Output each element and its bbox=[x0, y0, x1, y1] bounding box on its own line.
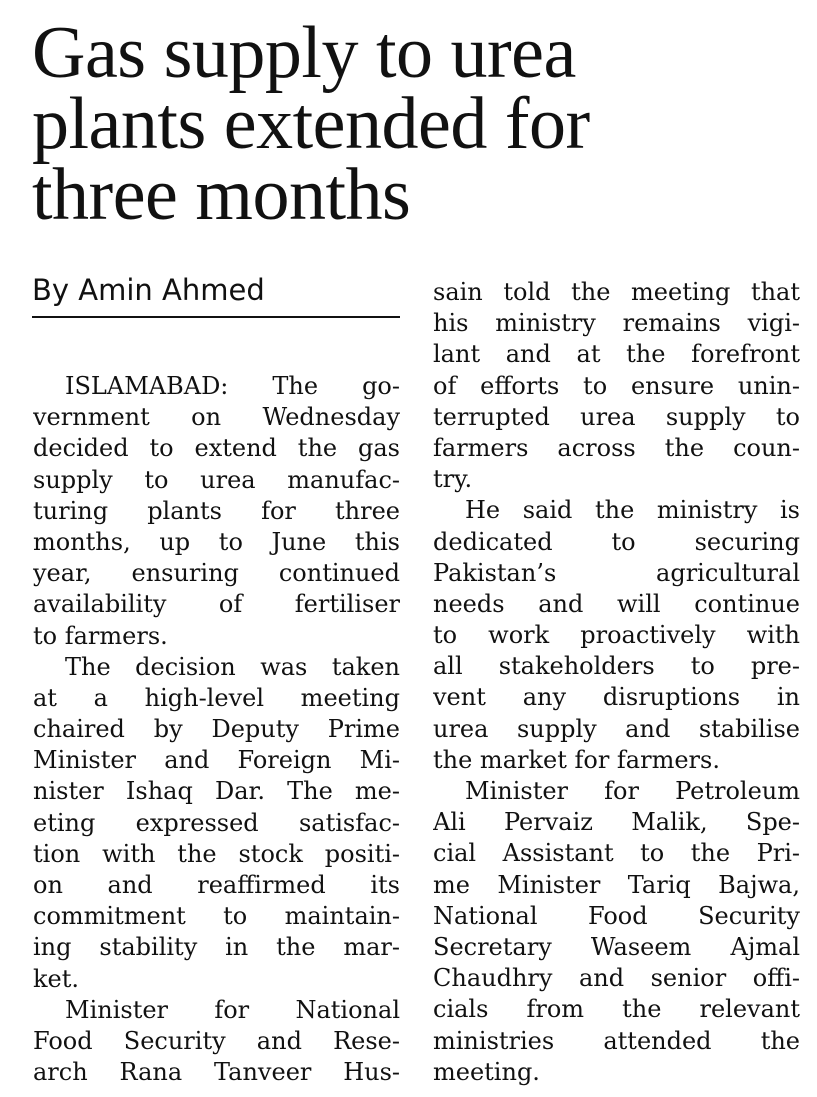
article-text-line: to farmers. bbox=[33, 621, 168, 650]
article-text-line: months, up to June this bbox=[33, 527, 400, 556]
article-text-line: cial Assistant to the Pri- bbox=[433, 839, 800, 868]
headline-line-2: plants extended for bbox=[32, 83, 590, 165]
article-text-line: me Minister Tariq Bajwa, bbox=[433, 870, 800, 899]
article-text-line: on and reaffirmed its bbox=[33, 871, 400, 899]
article-text-line: Minister for Petroleum bbox=[465, 777, 800, 805]
article-text-line: availability of fertiliser bbox=[33, 590, 400, 619]
article-text-line: needs and will continue bbox=[433, 589, 800, 618]
article-text-line: dedicated to securing bbox=[433, 527, 800, 556]
byline: By Amin Ahmed bbox=[32, 270, 400, 318]
article-text-line: farmers across the coun- bbox=[433, 433, 800, 462]
article-text-line: arch Rana Tanveer Hus- bbox=[33, 1058, 400, 1087]
article-text-line: ISLAMABAD: The go- bbox=[65, 372, 400, 400]
article-text-line: ket. bbox=[33, 964, 80, 993]
article-text-line: Ali Pervaiz Malik, Spe- bbox=[433, 808, 800, 837]
article-text-line: National Food Security bbox=[433, 901, 800, 930]
article-text-line: sain told the meeting that bbox=[433, 278, 800, 306]
article-text-line: Secretary Waseem Ajmal bbox=[433, 932, 800, 961]
article-text-line: at a high-level meeting bbox=[33, 683, 400, 712]
article-text-line: tion with the stock positi- bbox=[33, 839, 400, 868]
article-text-line: ministries attended the bbox=[433, 1026, 800, 1055]
article-column-right bbox=[433, 277, 800, 1088]
article-text-line: try. bbox=[433, 465, 473, 494]
article-text-line: Chaudhry and senior offi- bbox=[433, 964, 800, 993]
article-text-line: urea supply and stabilise bbox=[433, 714, 800, 743]
article-text-line: of efforts to ensure unin- bbox=[433, 371, 800, 400]
article-text-line: The decision was taken bbox=[65, 652, 400, 681]
article-text-line: vent any disruptions in bbox=[433, 683, 800, 712]
article-text-line: Minister and Foreign Mi- bbox=[33, 746, 400, 775]
article-text-line: the market for farmers. bbox=[433, 745, 720, 774]
article-text-line: He said the ministry is bbox=[465, 496, 800, 525]
article-text-line: terrupted urea supply to bbox=[433, 402, 800, 431]
article-text-line: nister Ishaq Dar. The me- bbox=[33, 777, 400, 806]
article-text-line: commitment to maintain- bbox=[33, 902, 400, 931]
article-text-line: cials from the relevant bbox=[433, 995, 800, 1024]
article-column-left bbox=[33, 371, 400, 1088]
article-text-line: turing plants for three bbox=[33, 496, 400, 525]
headline bbox=[32, 12, 792, 236]
article-text-line: lant and at the forefront bbox=[433, 340, 800, 369]
article-text-line: vernment on Wednesday bbox=[33, 403, 400, 432]
article-text-line: to work proactively with bbox=[433, 621, 800, 650]
headline-line-1: Gas supply to urea bbox=[32, 12, 576, 94]
article-text-line: year, ensuring continued bbox=[33, 559, 400, 588]
headline-line-3: three months bbox=[32, 154, 411, 236]
article-text-line: ing stability in the mar- bbox=[33, 933, 400, 962]
article-text-line: chaired by Deputy Prime bbox=[33, 715, 400, 744]
article-text-line: supply to urea manufac- bbox=[33, 465, 400, 494]
article-text-line: eting expressed satisfac- bbox=[33, 808, 400, 837]
article-text-line: Minister for National bbox=[65, 995, 400, 1024]
article-text-line: Food Security and Rese- bbox=[33, 1026, 400, 1055]
article-text-line: meeting. bbox=[433, 1057, 540, 1086]
article-text-line: his ministry remains vigi- bbox=[433, 309, 800, 338]
article-text-line: all stakeholders to pre- bbox=[433, 652, 800, 681]
article-text-line: Pakistan’s agricultural bbox=[433, 558, 800, 587]
article-text-line: decided to extend the gas bbox=[33, 434, 400, 463]
